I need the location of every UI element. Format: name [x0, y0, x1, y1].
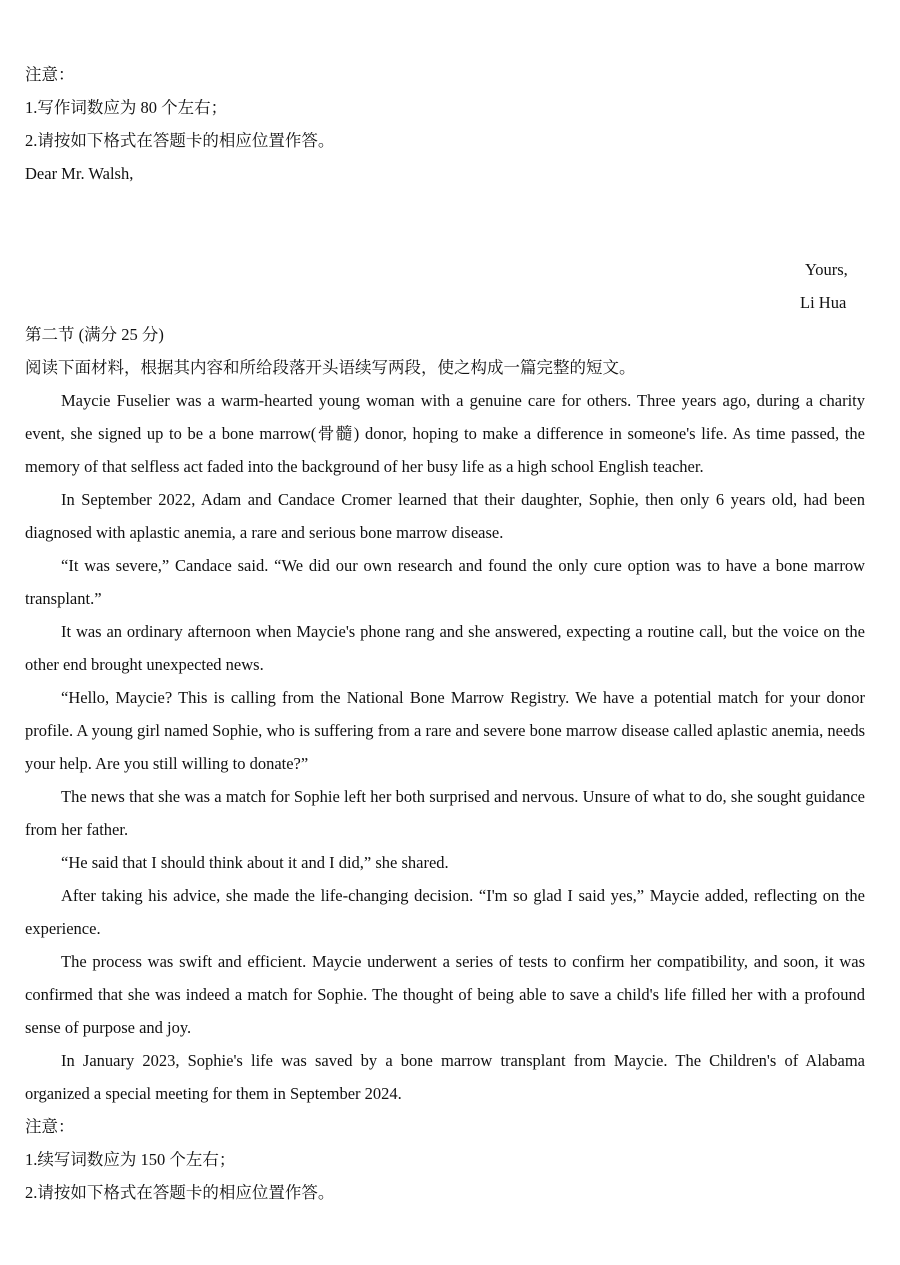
story-paragraph: After taking his advice, she made the life-changing decision. “I'm so glad I said yes,” Maycie added, reflecting on the experience.	[25, 886, 865, 938]
story-paragraph: “Hello, Maycie? This is calling from the National Bone Marrow Registry. We have a potential match for your donor profile. A young girl named Sophie, who is suffering from a rare and severe bone marrow disease called aplastic anemia, needs your help. Are you still willing to donate?”	[25, 688, 865, 773]
notes-heading: 注意：	[25, 65, 75, 84]
note-item-2: 2.请按如下格式在答题卡的相应位置作答。	[25, 1183, 335, 1202]
story-paragraph: In September 2022, Adam and Candace Cromer learned that their daughter, Sophie, then only 6 years old, had been diagnosed with aplastic anemia, a rare and serious bone marrow disease.	[25, 490, 865, 542]
letter-closing: Yours,	[805, 260, 848, 279]
notes-heading: 注意：	[25, 1117, 75, 1136]
note-item-1: 1.续写词数应为 150 个左右；	[25, 1150, 236, 1169]
note-item-1: 1.写作词数应为 80 个左右；	[25, 98, 228, 117]
story-paragraph: It was an ordinary afternoon when Maycie's phone rang and she answered, expecting a routine call, but the voice on the other end brought unexpected news.	[25, 622, 865, 674]
story-paragraph: “It was severe,” Candace said. “We did our own research and found the only cure option was to have a bone marrow transplant.”	[25, 556, 865, 608]
part2-section	[25, 318, 865, 1209]
story-paragraph: Maycie Fuselier was a warm-hearted young woman with a genuine care for others. Three years ago, during a charity event, she signed up to be a bone marrow(骨髓) donor, hoping to make a difference in someone's life. As time passed, the memory of that selfless act faded into the background of her busy life as a high school English teacher.	[25, 391, 865, 476]
story-paragraph: The process was swift and efficient. Maycie underwent a series of tests to confirm her compatibility, and soon, it was confirmed that she was indeed a match for Sophie. The thought of being able to save a child's life filled her with a profound sense of purpose and joy.	[25, 952, 865, 1037]
section-title: 第二节 (满分 25 分)	[25, 325, 164, 344]
note-item-2: 2.请按如下格式在答题卡的相应位置作答。	[25, 131, 335, 150]
letter-signature: Li Hua	[800, 293, 847, 312]
part1-notes	[25, 58, 865, 190]
section-instruction: 阅读下面材料，根据其内容和所给段落开头语续写两段，使之构成一篇完整的短文。	[25, 358, 636, 377]
story-paragraph: The news that she was a match for Sophie left her both surprised and nervous. Unsure of what to do, she sought guidance from her father.	[25, 787, 865, 839]
story-paragraph: “He said that I should think about it and I did,” she shared.	[61, 853, 449, 872]
story-paragraph: In January 2023, Sophie's life was saved by a bone marrow transplant from Maycie. The Children's of Alabama organized a special meeting for them in September 2024.	[25, 1051, 865, 1103]
letter-salutation: Dear Mr. Walsh,	[25, 164, 134, 183]
